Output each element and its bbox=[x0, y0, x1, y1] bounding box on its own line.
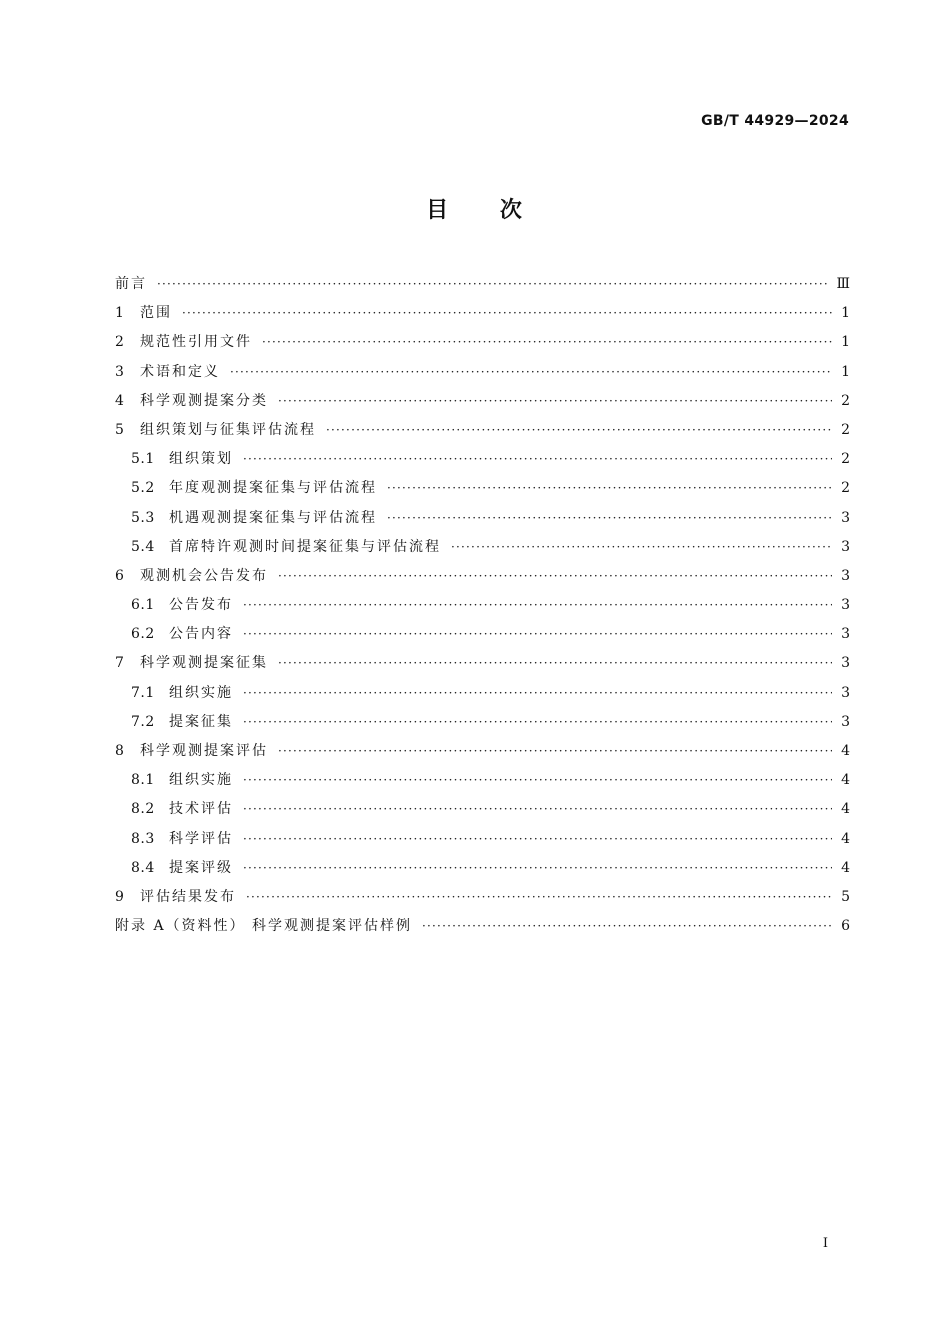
toc-dot-leader bbox=[243, 854, 832, 883]
toc-entry-label: 机遇观测提案征集与评估流程 bbox=[169, 509, 377, 526]
toc-entry[interactable] bbox=[115, 795, 850, 824]
toc-entry[interactable] bbox=[115, 825, 850, 854]
toc-entry-number: 5.3 bbox=[131, 509, 155, 526]
toc-dot-leader bbox=[157, 270, 830, 299]
toc-entry-page: 6 bbox=[841, 918, 850, 935]
toc-entry-number: 7.2 bbox=[131, 713, 155, 730]
toc-entry-label: 科学观测提案分类 bbox=[140, 392, 268, 409]
toc-entry-page: 2 bbox=[841, 421, 850, 438]
toc-entry-number: 6.2 bbox=[131, 626, 155, 643]
toc-entry-page: 5 bbox=[841, 888, 850, 905]
toc-entry-label: 科学观测提案评估 bbox=[140, 743, 268, 759]
toc-entry-label: 科学观测提案征集 bbox=[140, 655, 268, 672]
toc-dot-leader bbox=[243, 591, 832, 620]
standard-code: GB/T 44929—2024 bbox=[701, 113, 849, 129]
toc-entry-label: 术语和定义 bbox=[140, 363, 220, 380]
toc-dot-leader bbox=[243, 795, 832, 824]
toc-entry-page: 3 bbox=[841, 626, 850, 643]
toc-entry-number: 8.4 bbox=[131, 859, 155, 876]
toc-entry[interactable] bbox=[115, 416, 850, 445]
toc-entry-page: 4 bbox=[841, 743, 850, 759]
toc-entry-page: 4 bbox=[841, 859, 850, 876]
toc-entry-label: 观测机会公告发布 bbox=[140, 567, 268, 584]
toc-entry[interactable] bbox=[115, 679, 850, 708]
toc-entry-label: 组织策划 bbox=[169, 451, 233, 468]
toc-entry-number: 5.4 bbox=[131, 538, 155, 555]
toc-entry[interactable] bbox=[115, 912, 850, 941]
toc-dot-leader bbox=[278, 562, 832, 591]
toc-entry[interactable] bbox=[115, 533, 850, 562]
toc-entry-label: 首席特许观测时间提案征集与评估流程 bbox=[169, 538, 441, 555]
toc-entry-number: 8.1 bbox=[131, 772, 155, 789]
toc-entry-label: 公告发布 bbox=[169, 597, 233, 614]
toc-title: 目 次 bbox=[426, 198, 524, 223]
toc-entry-page: 1 bbox=[841, 305, 850, 322]
toc-entry-number: 6.1 bbox=[131, 597, 155, 614]
toc-entry-number: 8.2 bbox=[131, 801, 155, 818]
toc-entry[interactable] bbox=[115, 883, 850, 912]
toc-dot-leader bbox=[278, 387, 832, 416]
toc-dot-leader bbox=[451, 533, 832, 562]
toc-entry[interactable] bbox=[115, 620, 850, 649]
toc-entry[interactable] bbox=[115, 358, 850, 387]
page-number: I bbox=[822, 1236, 828, 1251]
toc-dot-leader bbox=[243, 766, 832, 795]
toc-entry-number: 3 bbox=[115, 363, 125, 380]
toc-entry-page: 4 bbox=[841, 772, 850, 789]
toc-entry[interactable] bbox=[115, 708, 850, 737]
toc-entry-number: 1 bbox=[115, 305, 125, 322]
toc-entry-page: 3 bbox=[841, 509, 850, 526]
toc-entry-page: 3 bbox=[841, 597, 850, 614]
toc-entry-page: 1 bbox=[841, 363, 850, 380]
toc-dot-leader bbox=[243, 445, 832, 474]
toc-entry-number: 5.2 bbox=[131, 480, 155, 497]
table-of-contents bbox=[115, 270, 850, 941]
toc-entry-label: 规范性引用文件 bbox=[140, 334, 252, 351]
toc-dot-leader bbox=[230, 358, 832, 387]
toc-entry-label: 技术评估 bbox=[169, 801, 233, 818]
toc-entry-label: 前言 bbox=[115, 276, 147, 292]
toc-dot-leader bbox=[278, 737, 832, 766]
toc-entry-number: 2 bbox=[115, 334, 125, 351]
toc-entry-label: 公告内容 bbox=[169, 626, 233, 643]
toc-entry[interactable] bbox=[115, 766, 850, 795]
toc-entry-label: 组织策划与征集评估流程 bbox=[140, 421, 316, 438]
toc-entry-page: 4 bbox=[841, 801, 850, 818]
toc-entry[interactable] bbox=[115, 328, 850, 357]
toc-entry-page: 2 bbox=[841, 480, 850, 497]
toc-dot-leader bbox=[182, 299, 832, 328]
toc-entry[interactable] bbox=[115, 737, 850, 766]
toc-entry[interactable] bbox=[115, 474, 850, 503]
toc-entry-label: 科学评估 bbox=[169, 830, 233, 847]
toc-entry-number: 4 bbox=[115, 392, 125, 409]
toc-dot-leader bbox=[243, 620, 832, 649]
toc-entry-label: 提案征集 bbox=[169, 713, 233, 730]
toc-entry-label: 附录 A（资料性） 科学观测提案评估样例 bbox=[115, 918, 413, 935]
toc-entry-page: 3 bbox=[841, 684, 850, 701]
toc-dot-leader bbox=[246, 883, 832, 912]
toc-entry-label: 组织实施 bbox=[169, 684, 233, 701]
toc-entry-page: 1 bbox=[841, 334, 850, 351]
toc-entry-label: 评估结果发布 bbox=[140, 888, 236, 905]
toc-entry-number: 6 bbox=[115, 567, 125, 584]
toc-entry[interactable] bbox=[115, 504, 850, 533]
toc-entry[interactable] bbox=[115, 562, 850, 591]
toc-entry-number: 7 bbox=[115, 655, 125, 672]
toc-entry-label: 提案评级 bbox=[169, 859, 233, 876]
toc-entry-number: 7.1 bbox=[131, 684, 155, 701]
toc-entry[interactable] bbox=[115, 270, 850, 299]
toc-entry-page: 3 bbox=[841, 655, 850, 672]
toc-dot-leader bbox=[326, 416, 832, 445]
toc-entry-number: 8 bbox=[115, 743, 125, 759]
toc-entry-number: 8.3 bbox=[131, 830, 155, 847]
toc-entry-page: 3 bbox=[841, 713, 850, 730]
toc-entry-number: 5 bbox=[115, 421, 125, 438]
toc-entry-number: 9 bbox=[115, 888, 125, 905]
toc-dot-leader bbox=[278, 649, 832, 678]
toc-dot-leader bbox=[243, 679, 832, 708]
toc-entry-page: 4 bbox=[841, 830, 850, 847]
toc-entry[interactable] bbox=[115, 854, 850, 883]
toc-entry-page: 2 bbox=[841, 451, 850, 468]
toc-entry[interactable] bbox=[115, 445, 850, 474]
toc-dot-leader bbox=[387, 474, 832, 503]
toc-entry-label: 年度观测提案征集与评估流程 bbox=[169, 480, 377, 497]
toc-entry[interactable] bbox=[115, 387, 850, 416]
toc-entry[interactable] bbox=[115, 649, 850, 678]
toc-entry-number: 5.1 bbox=[131, 451, 155, 468]
toc-entry-page: 3 bbox=[841, 538, 850, 555]
toc-entry-label: 组织实施 bbox=[169, 772, 233, 789]
toc-entry-label: 范围 bbox=[140, 305, 172, 322]
toc-entry-page: Ⅲ bbox=[836, 276, 850, 292]
toc-entry[interactable] bbox=[115, 591, 850, 620]
toc-entry-page: 3 bbox=[841, 567, 850, 584]
toc-dot-leader bbox=[422, 912, 832, 941]
toc-dot-leader bbox=[262, 328, 832, 357]
toc-dot-leader bbox=[387, 504, 832, 533]
toc-dot-leader bbox=[243, 708, 832, 737]
toc-dot-leader bbox=[243, 825, 832, 854]
toc-entry-page: 2 bbox=[841, 392, 850, 409]
toc-entry[interactable] bbox=[115, 299, 850, 328]
